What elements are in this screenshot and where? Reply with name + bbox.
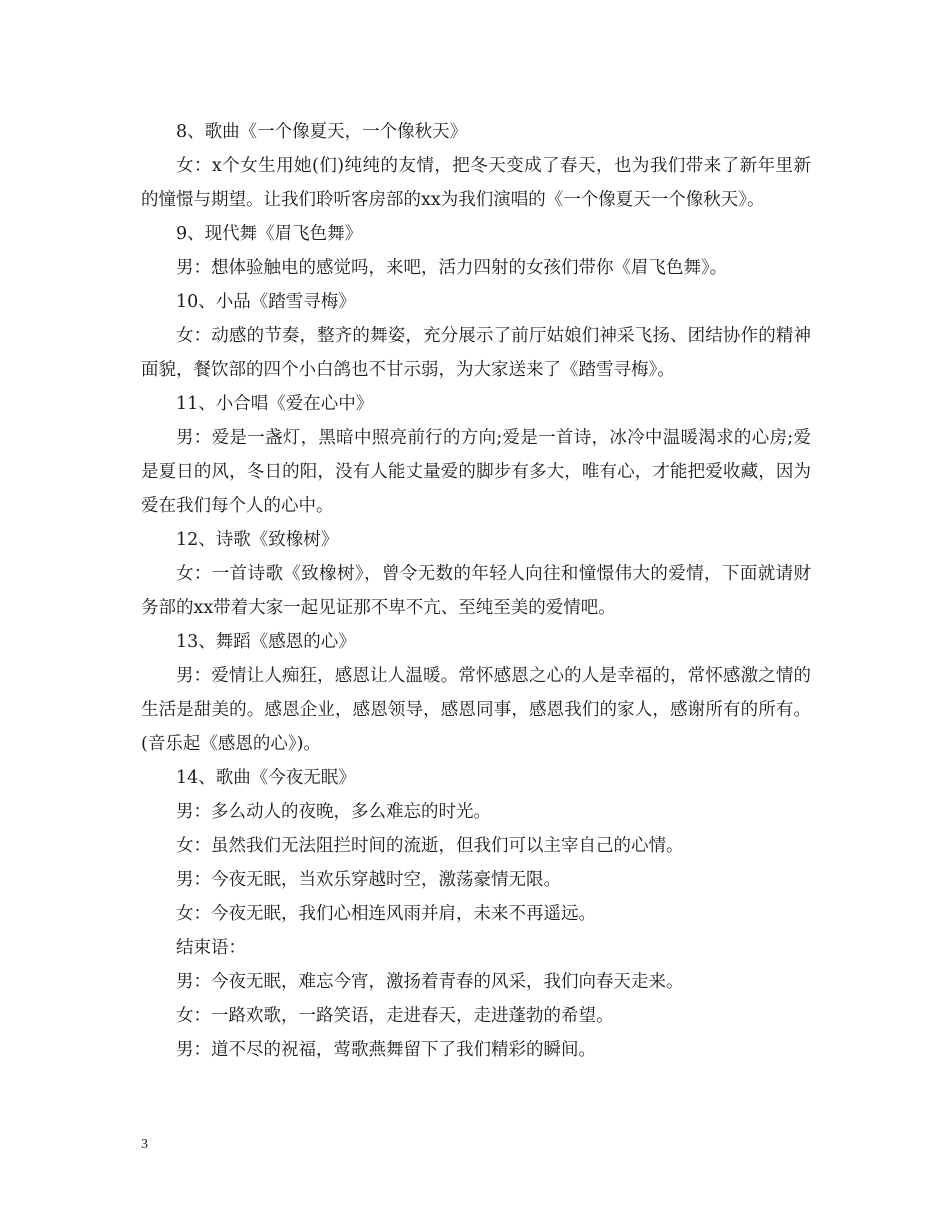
host-line: 男：道不尽的祝福，莺歌燕舞留下了我们精彩的瞬间。	[176, 1040, 596, 1060]
host-line: 女：一路欢歌，一路笑语，走进春天，走进蓬勃的希望。	[176, 1006, 614, 1026]
host-line: 男：爱情让人痴狂，感恩让人温暖。常怀感恩之心的人是幸福的，常怀感激之情的生活是甜美的。感恩企业，感恩领导，感恩同事，感恩我们的家人，感谢所有的所有。(音乐起《感恩的心》)。	[141, 666, 811, 754]
program-item-heading: 9、现代舞《眉飞色舞》	[176, 224, 363, 244]
document-body	[141, 115, 811, 1067]
host-line: 男：想体验触电的感觉吗，来吧，活力四射的女孩们带你《眉飞色舞》。	[176, 258, 728, 278]
host-line: 男：爱是一盏灯，黑暗中照亮前行的方向;爱是一首诗，冰冷中温暖渴求的心房;爱是夏日的风，冬日的阳，没有人能丈量爱的脚步有多大，唯有心，才能把爱收藏，因为爱在我们每个人的心中。	[141, 428, 811, 516]
host-line: 女：今夜无眠，我们心相连风雨并肩，未来不再遥远。	[176, 904, 596, 924]
program-item-heading: 13、舞蹈《感恩的心》	[176, 632, 356, 652]
host-line: 女：虽然我们无法阻拦时间的流逝，但我们可以主宰自己的心情。	[176, 836, 684, 856]
host-line: 女：一首诗歌《致橡树》，曾令无数的年轻人向往和憧憬伟大的爱情，下面就请财务部的xx带着大家一起见证那不卑不亢、至纯至美的爱情吧。	[141, 564, 811, 618]
page-number: 3	[141, 1137, 148, 1152]
closing-heading: 结束语：	[176, 938, 246, 958]
program-item-heading: 10、小品《踏雪寻梅》	[176, 292, 356, 312]
host-line: 男：今夜无眠，难忘今宵，激扬着青春的风采，我们向春天走来。	[176, 972, 684, 992]
host-line: 男：今夜无眠，当欢乐穿越时空，激荡豪情无限。	[176, 870, 561, 890]
program-item-heading: 11、小合唱《爱在心中》	[176, 394, 374, 414]
host-line: 女：动感的节奏，整齐的舞姿，充分展示了前厅姑娘们神采飞扬、团结协作的精神面貌，餐饮部的四个小白鸽也不甘示弱，为大家送来了《踏雪寻梅》。	[141, 326, 811, 380]
program-item-heading: 8、歌曲《一个像夏天，一个像秋天》	[176, 122, 468, 142]
host-line: 男：多么动人的夜晚，多么难忘的时光。	[176, 802, 491, 822]
program-item-heading: 14、歌曲《今夜无眠》	[176, 768, 356, 788]
program-item-heading: 12、诗歌《致橡树》	[176, 530, 339, 550]
host-line: 女：x个女生用她(们)纯纯的友情，把冬天变成了春天，也为我们带来了新年里新的憧憬与期望。让我们聆听客房部的xx为我们演唱的《一个像夏天一个像秋天》。	[141, 156, 811, 210]
